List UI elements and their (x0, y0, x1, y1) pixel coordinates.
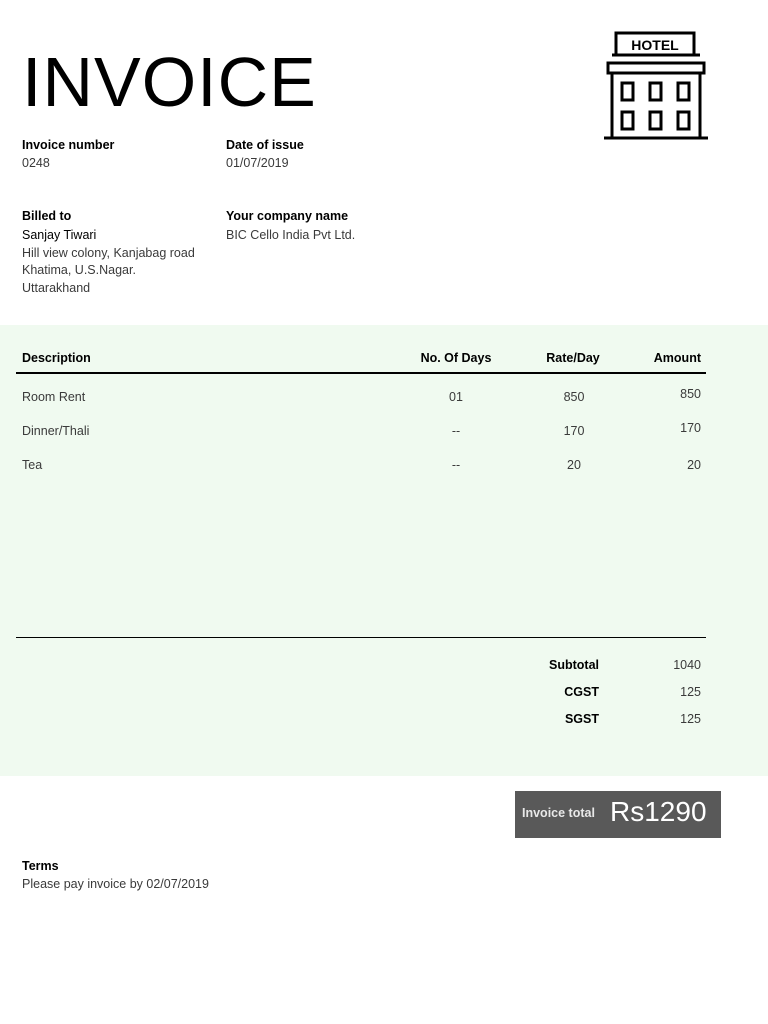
terms-label: Terms (22, 859, 59, 873)
table-row-amount: 170 (680, 421, 701, 435)
sgst-value: 125 (680, 712, 701, 726)
table-row-rate: 20 (567, 458, 581, 472)
table-row-rate: 850 (563, 390, 585, 404)
table-row-amount: 20 (687, 458, 701, 472)
cgst-value: 125 (680, 685, 701, 699)
company-name-label: Your company name (226, 209, 349, 223)
hotel-logo-text: HOTEL (631, 37, 679, 53)
table-row-amount: 850 (680, 387, 701, 401)
column-header-rate: Rate/Day (546, 351, 600, 365)
billed-to-address-line: Uttarakhand (22, 281, 91, 295)
date-of-issue: 01/07/2019 (226, 156, 289, 170)
terms-text: Please pay invoice by 02/07/2019 (22, 877, 209, 891)
invoice-number-label: Invoice number (22, 138, 115, 152)
column-header-amount: Amount (653, 351, 701, 365)
table-row-description: Dinner/Thali (22, 424, 90, 438)
subtotal-label: Subtotal (549, 658, 599, 672)
table-row-days: -- (451, 458, 461, 472)
billed-to-address-line: Khatima, U.S.Nagar. (22, 263, 136, 277)
table-row-days: 01 (449, 390, 463, 404)
subtotal-value: 1040 (673, 658, 701, 672)
column-header-description: Description (22, 351, 91, 365)
invoice-total-value: Rs1290 (610, 796, 707, 827)
sgst-label: SGST (564, 712, 599, 726)
table-row-description: Room Rent (22, 390, 86, 404)
company-name: BIC Cello India Pvt Ltd. (226, 228, 356, 242)
table-footer-divider (16, 637, 706, 638)
hotel-icon (602, 30, 710, 142)
table-header-divider (16, 372, 706, 374)
date-of-issue-label: Date of issue (226, 138, 304, 152)
invoice-title: INVOICE (22, 43, 317, 121)
column-header-days: No. Of Days (420, 351, 492, 365)
billed-to-address-line: Hill view colony, Kanjabag road (22, 246, 195, 260)
invoice-total-label: Invoice total (522, 806, 595, 820)
billed-to-label: Billed to (22, 209, 72, 223)
billed-to-name: Sanjay Tiwari (22, 228, 97, 242)
invoice-number: 0248 (22, 156, 50, 170)
table-row-description: Tea (22, 458, 43, 472)
cgst-label: CGST (564, 685, 599, 699)
table-row-days: -- (451, 424, 461, 438)
table-row-rate: 170 (563, 424, 585, 438)
